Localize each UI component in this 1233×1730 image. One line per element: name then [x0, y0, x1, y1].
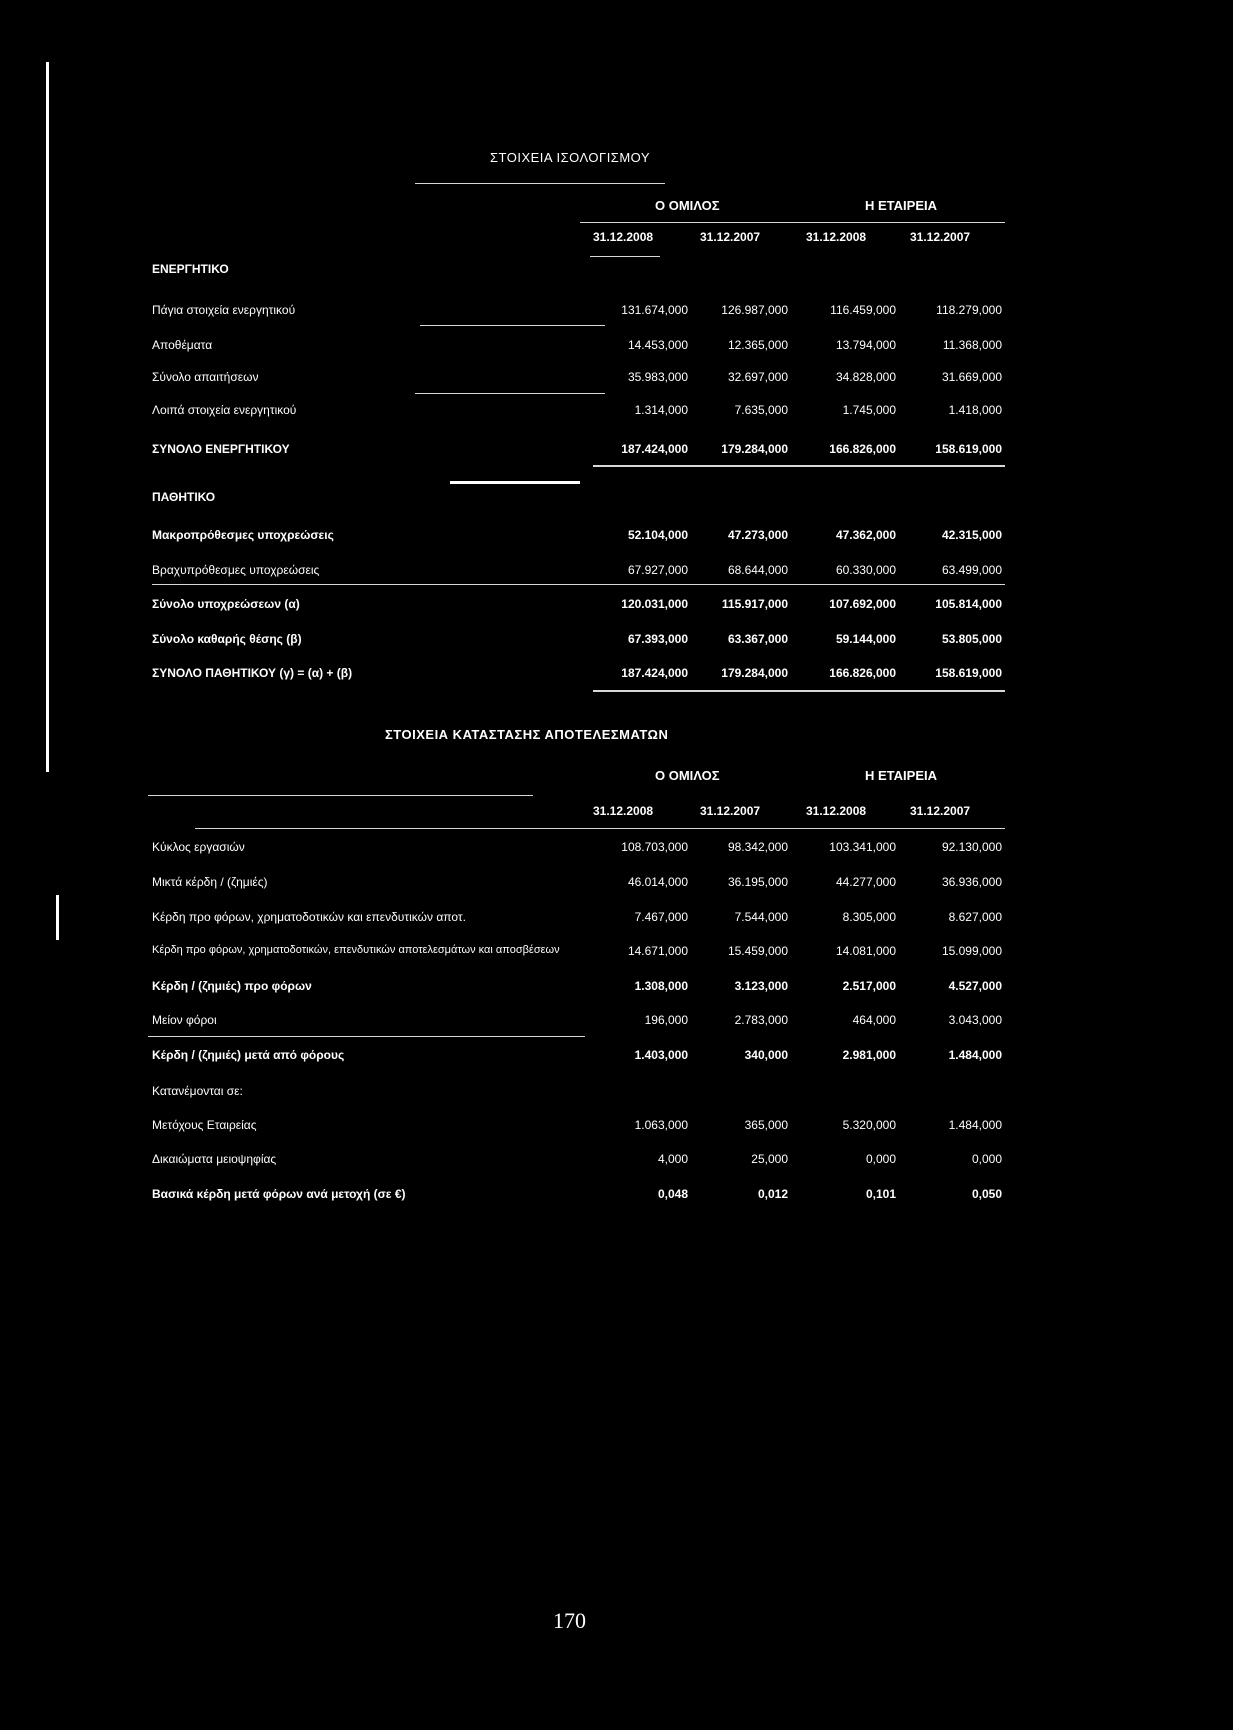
row-value: 1.484,000 — [948, 1048, 1002, 1062]
row-value: 166.826,000 — [829, 442, 896, 456]
balance-header-rule — [580, 222, 1005, 223]
liabilities-heading: ΠΑΘΗΤΙΚΟ — [152, 490, 216, 504]
row-value: 68.644,000 — [727, 563, 788, 577]
row-value: 2.981,000 — [842, 1048, 896, 1062]
row-rule — [148, 1036, 585, 1037]
balance-date-4: 31.12.2007 — [910, 230, 971, 244]
row-value: 1.745,000 — [842, 403, 896, 417]
row-value: 13.794,000 — [835, 338, 896, 352]
row-value: 3.123,000 — [734, 979, 788, 993]
row-label: Δικαιώματα μειοψηφίας — [152, 1152, 277, 1166]
row-value: 42.315,000 — [941, 528, 1002, 542]
row-value: 32.697,000 — [727, 370, 788, 384]
row-value: 107.692,000 — [829, 597, 896, 611]
row-value: 15.099,000 — [941, 944, 1002, 958]
row-value: 12.365,000 — [727, 338, 788, 352]
row-value: 8.305,000 — [842, 910, 896, 924]
row-label: Βασικά κέρδη μετά φόρων ανά μετοχή (σε €) — [152, 1187, 406, 1201]
row-value: 0,048 — [657, 1187, 688, 1201]
row-label: Μακροπρόθεσμες υποχρεώσεις — [152, 528, 334, 542]
row-value: 31.669,000 — [941, 370, 1002, 384]
row-label: Λοιπά στοιχεία ενεργητικού — [152, 403, 297, 417]
row-value: 67.927,000 — [627, 563, 688, 577]
row-value: 7.635,000 — [734, 403, 788, 417]
row-value: 340,000 — [744, 1048, 788, 1062]
row-value: 103.341,000 — [829, 840, 896, 854]
row-value: 34.828,000 — [835, 370, 896, 384]
income-company-header: Η ΕΤΑΙΡΕΙΑ — [865, 768, 937, 783]
row-value: 2.783,000 — [734, 1013, 788, 1027]
row-value: 14.453,000 — [627, 338, 688, 352]
total-liabilities-rule — [593, 690, 1005, 692]
row-label: Κέρδη / (ζημιές) προ φόρων — [152, 979, 312, 993]
row-value: 47.362,000 — [835, 528, 896, 542]
row-value: 179.284,000 — [721, 442, 788, 456]
row-value: 5.320,000 — [842, 1118, 896, 1132]
row-value: 3.043,000 — [948, 1013, 1002, 1027]
row-value: 15.459,000 — [727, 944, 788, 958]
balance-company-header: Η ΕΤΑΙΡΕΙΑ — [865, 198, 937, 213]
row-value: 1.063,000 — [634, 1118, 688, 1132]
row-value: 63.367,000 — [727, 632, 788, 646]
row-value: 8.627,000 — [948, 910, 1002, 924]
row-value: 44.277,000 — [835, 875, 896, 889]
balance-date-3: 31.12.2008 — [806, 230, 867, 244]
row-value: 166.826,000 — [829, 666, 896, 680]
row-value: 7.544,000 — [734, 910, 788, 924]
left-margin-rule — [46, 62, 49, 772]
row-value: 0,101 — [865, 1187, 896, 1201]
row-value: 53.805,000 — [941, 632, 1002, 646]
row-value: 0,000 — [971, 1152, 1002, 1166]
row-rule — [152, 584, 1005, 585]
row-value: 120.031,000 — [621, 597, 688, 611]
row-value: 116.459,000 — [830, 303, 896, 317]
row-label: Μικτά κέρδη / (ζημιές) — [152, 875, 268, 889]
row-label: Μετόχους Εταιρείας — [152, 1118, 257, 1132]
row-value: 131.674,000 — [621, 303, 688, 317]
row-label: Σύνολο υποχρεώσεων (α) — [152, 597, 300, 611]
row-value: 52.104,000 — [627, 528, 688, 542]
row-value: 196,000 — [644, 1013, 688, 1027]
row-value: 118.279,000 — [936, 303, 1002, 317]
assets-heading: ΕΝΕΡΓΗΤΙΚΟ — [152, 262, 229, 276]
row-value: 108.703,000 — [621, 840, 688, 854]
row-value: 60.330,000 — [835, 563, 896, 577]
liabilities-separator-rule — [450, 481, 580, 484]
income-date-1: 31.12.2008 — [593, 804, 654, 818]
row-value: 7.467,000 — [634, 910, 688, 924]
row-value: 158.619,000 — [935, 442, 1002, 456]
total-assets-rule — [593, 465, 1005, 467]
row-value: 4,000 — [657, 1152, 688, 1166]
row-label: Βραχυπρόθεσμες υποχρεώσεις — [152, 563, 320, 577]
row-value: 63.499,000 — [941, 563, 1002, 577]
row-value: 0,000 — [865, 1152, 896, 1166]
income-date-rule — [195, 828, 1005, 829]
row-label: Κύκλος εργασιών — [152, 840, 245, 854]
row-value: 187.424,000 — [621, 666, 688, 680]
row-rule — [415, 393, 605, 394]
income-date-2: 31.12.2007 — [700, 804, 761, 818]
income-title: ΣΤΟΙΧΕΙΑ ΚΑΤΑΣΤΑΣΗΣ ΑΠΟΤΕΛΕΣΜΑΤΩΝ — [385, 727, 669, 742]
row-value: 105.814,000 — [935, 597, 1002, 611]
balance-date-rule — [590, 256, 660, 257]
row-label: Πάγια στοιχεία ενεργητικού — [152, 303, 296, 317]
row-value: 46.014,000 — [627, 875, 688, 889]
income-date-3: 31.12.2008 — [806, 804, 867, 818]
row-value: 98.342,000 — [727, 840, 788, 854]
row-rule — [420, 325, 605, 326]
row-value: 59.144,000 — [835, 632, 896, 646]
left-margin-rule-lower — [56, 895, 59, 940]
balance-title-rule — [415, 183, 665, 184]
income-date-4: 31.12.2007 — [910, 804, 971, 818]
row-value: 67.393,000 — [627, 632, 688, 646]
row-value: 1.484,000 — [948, 1118, 1002, 1132]
balance-group-header: Ο ΟΜΙΛΟΣ — [655, 198, 720, 213]
row-value: 25,000 — [751, 1152, 788, 1166]
row-value: 126.987,000 — [721, 303, 788, 317]
row-value: 47.273,000 — [727, 528, 788, 542]
row-value: 0,012 — [757, 1187, 788, 1201]
row-value: 11.368,000 — [942, 338, 1002, 352]
row-value: 179.284,000 — [721, 666, 788, 680]
balance-date-1: 31.12.2008 — [593, 230, 654, 244]
row-label: ΣΥΝΟΛΟ ΠΑΘΗΤΙΚΟΥ (γ) = (α) + (β) — [152, 666, 353, 680]
row-value: 464,000 — [852, 1013, 896, 1027]
page-number: 170 — [553, 1608, 586, 1633]
row-value: 365,000 — [744, 1118, 788, 1132]
row-value: 2.517,000 — [842, 979, 896, 993]
row-value: 1.308,000 — [634, 979, 688, 993]
row-value: 14.671,000 — [627, 944, 688, 958]
balance-date-2: 31.12.2007 — [700, 230, 761, 244]
row-value: 158.619,000 — [935, 666, 1002, 680]
row-label: Σύνολο καθαρής θέσης (β) — [152, 632, 302, 646]
row-value: 115.917,000 — [721, 597, 788, 611]
row-value: 92.130,000 — [941, 840, 1002, 854]
row-label: Αποθέματα — [152, 338, 213, 352]
row-label: Κέρδη προ φόρων, χρηματοδοτικών και επενδυτικών αποτ. — [152, 910, 466, 924]
row-value: 35.983,000 — [627, 370, 688, 384]
row-value: 1.403,000 — [634, 1048, 688, 1062]
row-value: 1.314,000 — [634, 403, 688, 417]
row-value: 36.195,000 — [727, 875, 788, 889]
row-value: 4.527,000 — [948, 979, 1002, 993]
row-value: 36.936,000 — [941, 875, 1002, 889]
row-label: Μείον φόροι — [152, 1013, 217, 1027]
income-group-header: Ο ΟΜΙΛΟΣ — [655, 768, 720, 783]
row-label: Κέρδη / (ζημιές) μετά από φόρους — [152, 1048, 345, 1062]
row-label: ΣΥΝΟΛΟ ΕΝΕΡΓΗΤΙΚΟΥ — [152, 442, 290, 456]
row-value: 0,050 — [971, 1187, 1002, 1201]
row-label: Κατανέμονται σε: — [152, 1084, 243, 1098]
balance-title: ΣΤΟΙΧΕΙΑ ΙΣΟΛΟΓΙΣΜΟΥ — [490, 150, 651, 165]
row-value: 187.424,000 — [621, 442, 688, 456]
row-value: 14.081,000 — [835, 944, 896, 958]
row-label: Σύνολο απαιτήσεων — [152, 370, 259, 384]
row-label: Κέρδη προ φόρων, χρηματοδοτικών, επενδυτικών αποτελεσμάτων και αποσβέσεων — [152, 944, 560, 956]
income-left-rule — [148, 795, 533, 796]
row-value: 1.418,000 — [948, 403, 1002, 417]
